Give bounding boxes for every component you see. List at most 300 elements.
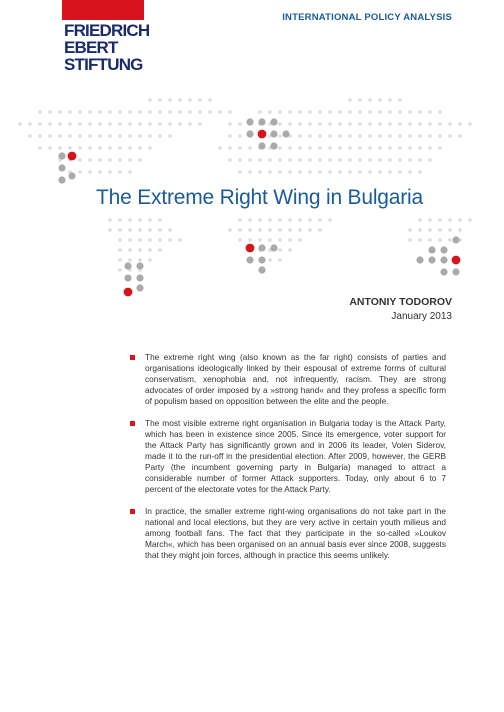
- map-dot: [378, 110, 382, 114]
- map-dot: [198, 98, 202, 102]
- map-dot: [258, 170, 262, 174]
- map-dot: [308, 228, 312, 232]
- map-dot: [428, 122, 432, 126]
- map-dot: [128, 238, 132, 242]
- map-dot: [438, 110, 442, 114]
- map-dot-mid: [58, 176, 65, 183]
- map-dot: [188, 98, 192, 102]
- map-dot: [138, 248, 142, 252]
- map-dot-mid: [258, 118, 265, 125]
- map-dot: [218, 110, 222, 114]
- map-dot: [128, 122, 132, 126]
- map-dot: [128, 146, 132, 150]
- map-dot: [38, 110, 42, 114]
- map-dot: [38, 134, 42, 138]
- map-dot: [238, 134, 242, 138]
- map-dot: [188, 110, 192, 114]
- map-dot: [208, 110, 212, 114]
- map-dot: [428, 158, 432, 162]
- map-dot: [388, 110, 392, 114]
- map-dot: [308, 158, 312, 162]
- map-dot: [368, 158, 372, 162]
- map-dot: [128, 134, 132, 138]
- map-dot: [228, 110, 232, 114]
- map-dot: [418, 134, 422, 138]
- map-dot: [438, 218, 442, 222]
- map-dot-mid: [58, 164, 65, 171]
- map-dot-red: [124, 288, 133, 297]
- map-dot: [178, 238, 182, 242]
- map-dot: [58, 122, 62, 126]
- map-dot: [338, 134, 342, 138]
- red-square-icon: [130, 355, 135, 360]
- map-dot: [228, 122, 232, 126]
- map-dot: [38, 122, 42, 126]
- logo-red-band: [62, 0, 144, 20]
- map-dot: [438, 122, 442, 126]
- series-label: INTERNATIONAL POLICY ANALYSIS: [282, 12, 452, 23]
- map-dot: [118, 146, 122, 150]
- map-dot: [408, 146, 412, 150]
- map-dot: [138, 258, 142, 262]
- map-dot: [78, 134, 82, 138]
- map-dot: [278, 110, 282, 114]
- map-dot: [188, 122, 192, 126]
- map-dot: [98, 146, 102, 150]
- map-dot: [238, 146, 242, 150]
- map-dot: [398, 146, 402, 150]
- map-dot: [258, 110, 262, 114]
- map-dot: [58, 134, 62, 138]
- map-dot-mid: [124, 262, 131, 269]
- map-dot: [278, 134, 282, 138]
- page-title: The Extreme Right Wing in Bulgaria: [96, 186, 424, 209]
- map-dot: [118, 170, 122, 174]
- map-dot-red: [68, 152, 77, 161]
- map-dot: [408, 228, 412, 232]
- map-dot: [458, 218, 462, 222]
- map-dot: [238, 122, 242, 126]
- map-dot: [318, 170, 322, 174]
- map-dot: [408, 134, 412, 138]
- map-dot: [128, 228, 132, 232]
- map-dot: [138, 228, 142, 232]
- map-dot: [78, 158, 82, 162]
- map-dot: [168, 238, 172, 242]
- map-dot: [118, 238, 122, 242]
- map-dot: [348, 146, 352, 150]
- map-dot: [358, 170, 362, 174]
- map-dot: [348, 98, 352, 102]
- map-dot: [318, 110, 322, 114]
- map-dot: [158, 98, 162, 102]
- map-dot: [398, 110, 402, 114]
- map-dot: [28, 134, 32, 138]
- map-dot: [348, 158, 352, 162]
- map-dot: [438, 238, 442, 242]
- bullet-item: [130, 418, 446, 495]
- map-dot: [108, 218, 112, 222]
- map-dot: [438, 146, 442, 150]
- map-dot: [48, 110, 52, 114]
- map-dot: [428, 134, 432, 138]
- map-dot: [408, 238, 412, 242]
- map-dot: [138, 122, 142, 126]
- map-dot: [328, 122, 332, 126]
- map-dot: [418, 146, 422, 150]
- map-dot: [108, 146, 112, 150]
- map-dot: [98, 158, 102, 162]
- map-dot: [148, 98, 152, 102]
- map-dot: [278, 248, 282, 252]
- publication-date: January 2013: [391, 311, 452, 322]
- map-dot: [438, 228, 442, 232]
- logo-line-3: STIFTUNG: [64, 55, 143, 74]
- map-dot: [68, 146, 72, 150]
- map-dot: [298, 218, 302, 222]
- map-dot-mid: [270, 118, 277, 125]
- map-dot: [358, 134, 362, 138]
- map-dot: [78, 170, 82, 174]
- map-dot: [428, 228, 432, 232]
- map-dot: [288, 218, 292, 222]
- map-dot-mid: [428, 246, 435, 253]
- map-dot: [78, 110, 82, 114]
- map-dot: [348, 110, 352, 114]
- map-dot: [298, 238, 302, 242]
- map-dot: [68, 110, 72, 114]
- map-dot: [308, 134, 312, 138]
- summary-bullets: [130, 352, 446, 572]
- map-dot: [238, 238, 242, 242]
- map-dot: [238, 218, 242, 222]
- map-dot: [118, 248, 122, 252]
- map-dot-mid: [440, 268, 447, 275]
- map-dot-mid: [428, 256, 435, 263]
- map-dot: [378, 158, 382, 162]
- map-dot: [268, 258, 272, 262]
- map-dot: [428, 146, 432, 150]
- map-dot: [278, 146, 282, 150]
- map-dot: [118, 110, 122, 114]
- map-dot: [218, 146, 222, 150]
- map-dot: [98, 170, 102, 174]
- map-dot: [168, 228, 172, 232]
- map-dot: [388, 146, 392, 150]
- map-dot: [198, 110, 202, 114]
- map-dot: [288, 110, 292, 114]
- map-dot: [108, 158, 112, 162]
- map-dot: [448, 122, 452, 126]
- map-dot: [118, 134, 122, 138]
- map-dot: [458, 134, 462, 138]
- map-dot: [358, 110, 362, 114]
- map-dot: [428, 238, 432, 242]
- map-dot: [278, 122, 282, 126]
- map-dot: [468, 218, 472, 222]
- map-dot: [318, 122, 322, 126]
- map-dot: [128, 158, 132, 162]
- map-dot: [138, 110, 142, 114]
- map-dot: [328, 158, 332, 162]
- map-dot: [448, 134, 452, 138]
- map-dot-mid: [416, 256, 423, 263]
- map-dot-mid: [58, 152, 65, 159]
- map-dot-mid: [246, 256, 253, 263]
- map-dot: [318, 134, 322, 138]
- map-dot-mid: [270, 130, 277, 137]
- map-dot: [18, 122, 22, 126]
- map-dot: [268, 170, 272, 174]
- map-dot: [128, 110, 132, 114]
- map-dot: [408, 170, 412, 174]
- map-dot: [58, 110, 62, 114]
- map-dot: [238, 158, 242, 162]
- map-dot: [168, 134, 172, 138]
- map-dot: [288, 238, 292, 242]
- map-dot: [118, 228, 122, 232]
- author-name: ANTONIY TODOROV: [349, 296, 452, 308]
- map-dot: [118, 158, 122, 162]
- map-dot: [338, 146, 342, 150]
- map-dot: [408, 110, 412, 114]
- map-dot-mid: [440, 246, 447, 253]
- bullet-item: [130, 506, 446, 561]
- map-dot: [338, 122, 342, 126]
- map-dot: [78, 122, 82, 126]
- map-dot: [248, 146, 252, 150]
- map-dot: [138, 134, 142, 138]
- map-dot-mid: [136, 274, 143, 281]
- map-dot: [368, 122, 372, 126]
- map-dot: [138, 218, 142, 222]
- map-dot: [238, 170, 242, 174]
- map-dot: [338, 158, 342, 162]
- map-dot: [298, 122, 302, 126]
- map-dot: [358, 98, 362, 102]
- map-dot: [358, 122, 362, 126]
- logo-line-1: FRIEDRICH: [64, 21, 150, 40]
- map-dot: [88, 146, 92, 150]
- map-dot: [268, 158, 272, 162]
- map-dot: [148, 248, 152, 252]
- map-dot: [258, 218, 262, 222]
- map-dot: [328, 110, 332, 114]
- map-dot: [208, 98, 212, 102]
- bullet-text: In practice, the smaller extreme right-wing organisations do not take part in the national and local elections, but they are very active in certain youth milieus and among football fans. The fact that they participate in the so-called »Loukov March«, which has been organised on an annual basis ever since 2008, suggests that they might join forces, although in practice this seems unlikely.: [145, 506, 446, 560]
- map-dot: [48, 122, 52, 126]
- map-dot-red: [452, 256, 461, 265]
- map-dot: [88, 158, 92, 162]
- bullet-text: The most visible extreme right organisation in Bulgaria today is the Attack Party, which has been in existence since 2005. Since its emergence, voter support for the Attack Party has significantly grown and in 2006 its leader, Volen Siderov, made it to the run-off in the presidential election. After 2009, however, the GERB Party (the incumbent governing party in Bulgaria) managed to attract a considerable number of former Attack supporters. Today, only about 6 to 7 percent of the electorate votes for the Attack Party.: [145, 418, 446, 494]
- map-dot: [228, 158, 232, 162]
- map-dot-red: [246, 244, 255, 253]
- map-dot: [88, 110, 92, 114]
- map-dot: [328, 134, 332, 138]
- map-dot: [338, 110, 342, 114]
- map-dot: [368, 98, 372, 102]
- map-dot: [128, 218, 132, 222]
- map-dot: [108, 134, 112, 138]
- map-dot: [108, 110, 112, 114]
- map-dot: [278, 158, 282, 162]
- map-dot: [158, 134, 162, 138]
- map-dot: [428, 110, 432, 114]
- map-dot: [328, 218, 332, 222]
- map-dot: [158, 228, 162, 232]
- map-dot-mid: [258, 244, 265, 251]
- map-dot: [388, 134, 392, 138]
- map-dot: [458, 228, 462, 232]
- map-dot: [148, 238, 152, 242]
- map-dot-mid: [258, 142, 265, 149]
- map-dot: [288, 122, 292, 126]
- map-dot: [158, 218, 162, 222]
- map-dot: [38, 146, 42, 150]
- map-dot: [418, 122, 422, 126]
- map-dot: [158, 110, 162, 114]
- map-dot: [128, 258, 132, 262]
- map-dot: [298, 170, 302, 174]
- map-dot: [108, 228, 112, 232]
- map-dot-mid: [282, 130, 289, 137]
- map-dot: [98, 110, 102, 114]
- map-dot: [148, 258, 152, 262]
- map-dot: [378, 134, 382, 138]
- map-dot-mid: [258, 256, 265, 263]
- map-dot: [128, 170, 132, 174]
- map-dot: [268, 110, 272, 114]
- map-dot: [388, 170, 392, 174]
- map-dot: [378, 170, 382, 174]
- map-dot: [228, 146, 232, 150]
- map-dot: [68, 134, 72, 138]
- map-dot: [298, 110, 302, 114]
- map-dot: [308, 170, 312, 174]
- map-dot: [278, 218, 282, 222]
- map-dot-mid: [136, 284, 143, 291]
- map-dot: [258, 158, 262, 162]
- map-dot-mid: [452, 236, 459, 243]
- map-dot: [398, 98, 402, 102]
- map-dot: [418, 228, 422, 232]
- map-dot: [408, 158, 412, 162]
- map-dot: [408, 122, 412, 126]
- map-dot: [138, 146, 142, 150]
- map-dot: [228, 228, 232, 232]
- map-dot: [428, 218, 432, 222]
- map-dot: [68, 122, 72, 126]
- map-dot: [418, 238, 422, 242]
- map-dot-mid: [136, 262, 143, 269]
- map-dot: [78, 146, 82, 150]
- map-dot: [318, 218, 322, 222]
- map-dot: [238, 228, 242, 232]
- map-dot: [328, 170, 332, 174]
- bullet-text: The extreme right wing (also known as the far right) consists of parties and organisations ideologically linked by their espousal of extreme forms of cultural conservatism, xenophobia and, not infrequently, racism. They are strong advocates of order imposed by a »strong hand« and they profess a specific form of populism based on opposition between the elite and the people.: [145, 352, 446, 406]
- map-dot: [58, 146, 62, 150]
- map-dot: [278, 228, 282, 232]
- map-dot: [288, 158, 292, 162]
- map-dot: [118, 218, 122, 222]
- map-dot-mid: [452, 268, 459, 275]
- bullet-item: [130, 352, 446, 407]
- map-dot: [288, 146, 292, 150]
- map-dot: [358, 158, 362, 162]
- map-dot: [128, 248, 132, 252]
- map-dot: [398, 122, 402, 126]
- map-dot: [168, 98, 172, 102]
- map-dot: [338, 170, 342, 174]
- map-dot: [318, 146, 322, 150]
- map-dot: [28, 122, 32, 126]
- map-dot: [288, 228, 292, 232]
- map-dot: [398, 158, 402, 162]
- map-dot: [228, 134, 232, 138]
- map-dot: [258, 228, 262, 232]
- map-dot: [378, 146, 382, 150]
- map-dot: [248, 238, 252, 242]
- red-square-icon: [130, 509, 135, 514]
- map-dot: [388, 98, 392, 102]
- map-dot: [418, 170, 422, 174]
- map-dot: [178, 122, 182, 126]
- map-dot: [308, 110, 312, 114]
- map-dot: [298, 134, 302, 138]
- map-dot-mid: [68, 172, 75, 179]
- map-dot-mid: [246, 118, 253, 125]
- map-dot: [168, 110, 172, 114]
- map-dot: [348, 134, 352, 138]
- map-dot: [148, 146, 152, 150]
- map-dot: [148, 228, 152, 232]
- map-dot: [298, 228, 302, 232]
- map-dot: [388, 158, 392, 162]
- map-dot: [298, 146, 302, 150]
- map-dot: [48, 146, 52, 150]
- map-dot: [278, 258, 282, 262]
- map-dot: [378, 98, 382, 102]
- map-dot: [368, 170, 372, 174]
- map-dot: [258, 238, 262, 242]
- map-dot: [148, 122, 152, 126]
- map-dot: [368, 146, 372, 150]
- red-square-icon: [130, 421, 135, 426]
- map-dot: [438, 134, 442, 138]
- map-dot: [458, 122, 462, 126]
- map-dot: [358, 146, 362, 150]
- map-dot: [368, 110, 372, 114]
- map-dot: [418, 110, 422, 114]
- map-dot: [348, 170, 352, 174]
- map-dot: [98, 122, 102, 126]
- map-dot: [88, 122, 92, 126]
- map-dot: [308, 218, 312, 222]
- map-dot: [248, 218, 252, 222]
- map-dot: [138, 158, 142, 162]
- map-dot: [98, 134, 102, 138]
- map-dot: [348, 122, 352, 126]
- map-dot: [318, 228, 322, 232]
- map-dot: [328, 146, 332, 150]
- map-dot: [248, 170, 252, 174]
- map-dot: [148, 110, 152, 114]
- map-dot: [468, 122, 472, 126]
- map-dot: [388, 122, 392, 126]
- map-dot: [378, 122, 382, 126]
- map-dot: [448, 238, 452, 242]
- map-dot: [48, 134, 52, 138]
